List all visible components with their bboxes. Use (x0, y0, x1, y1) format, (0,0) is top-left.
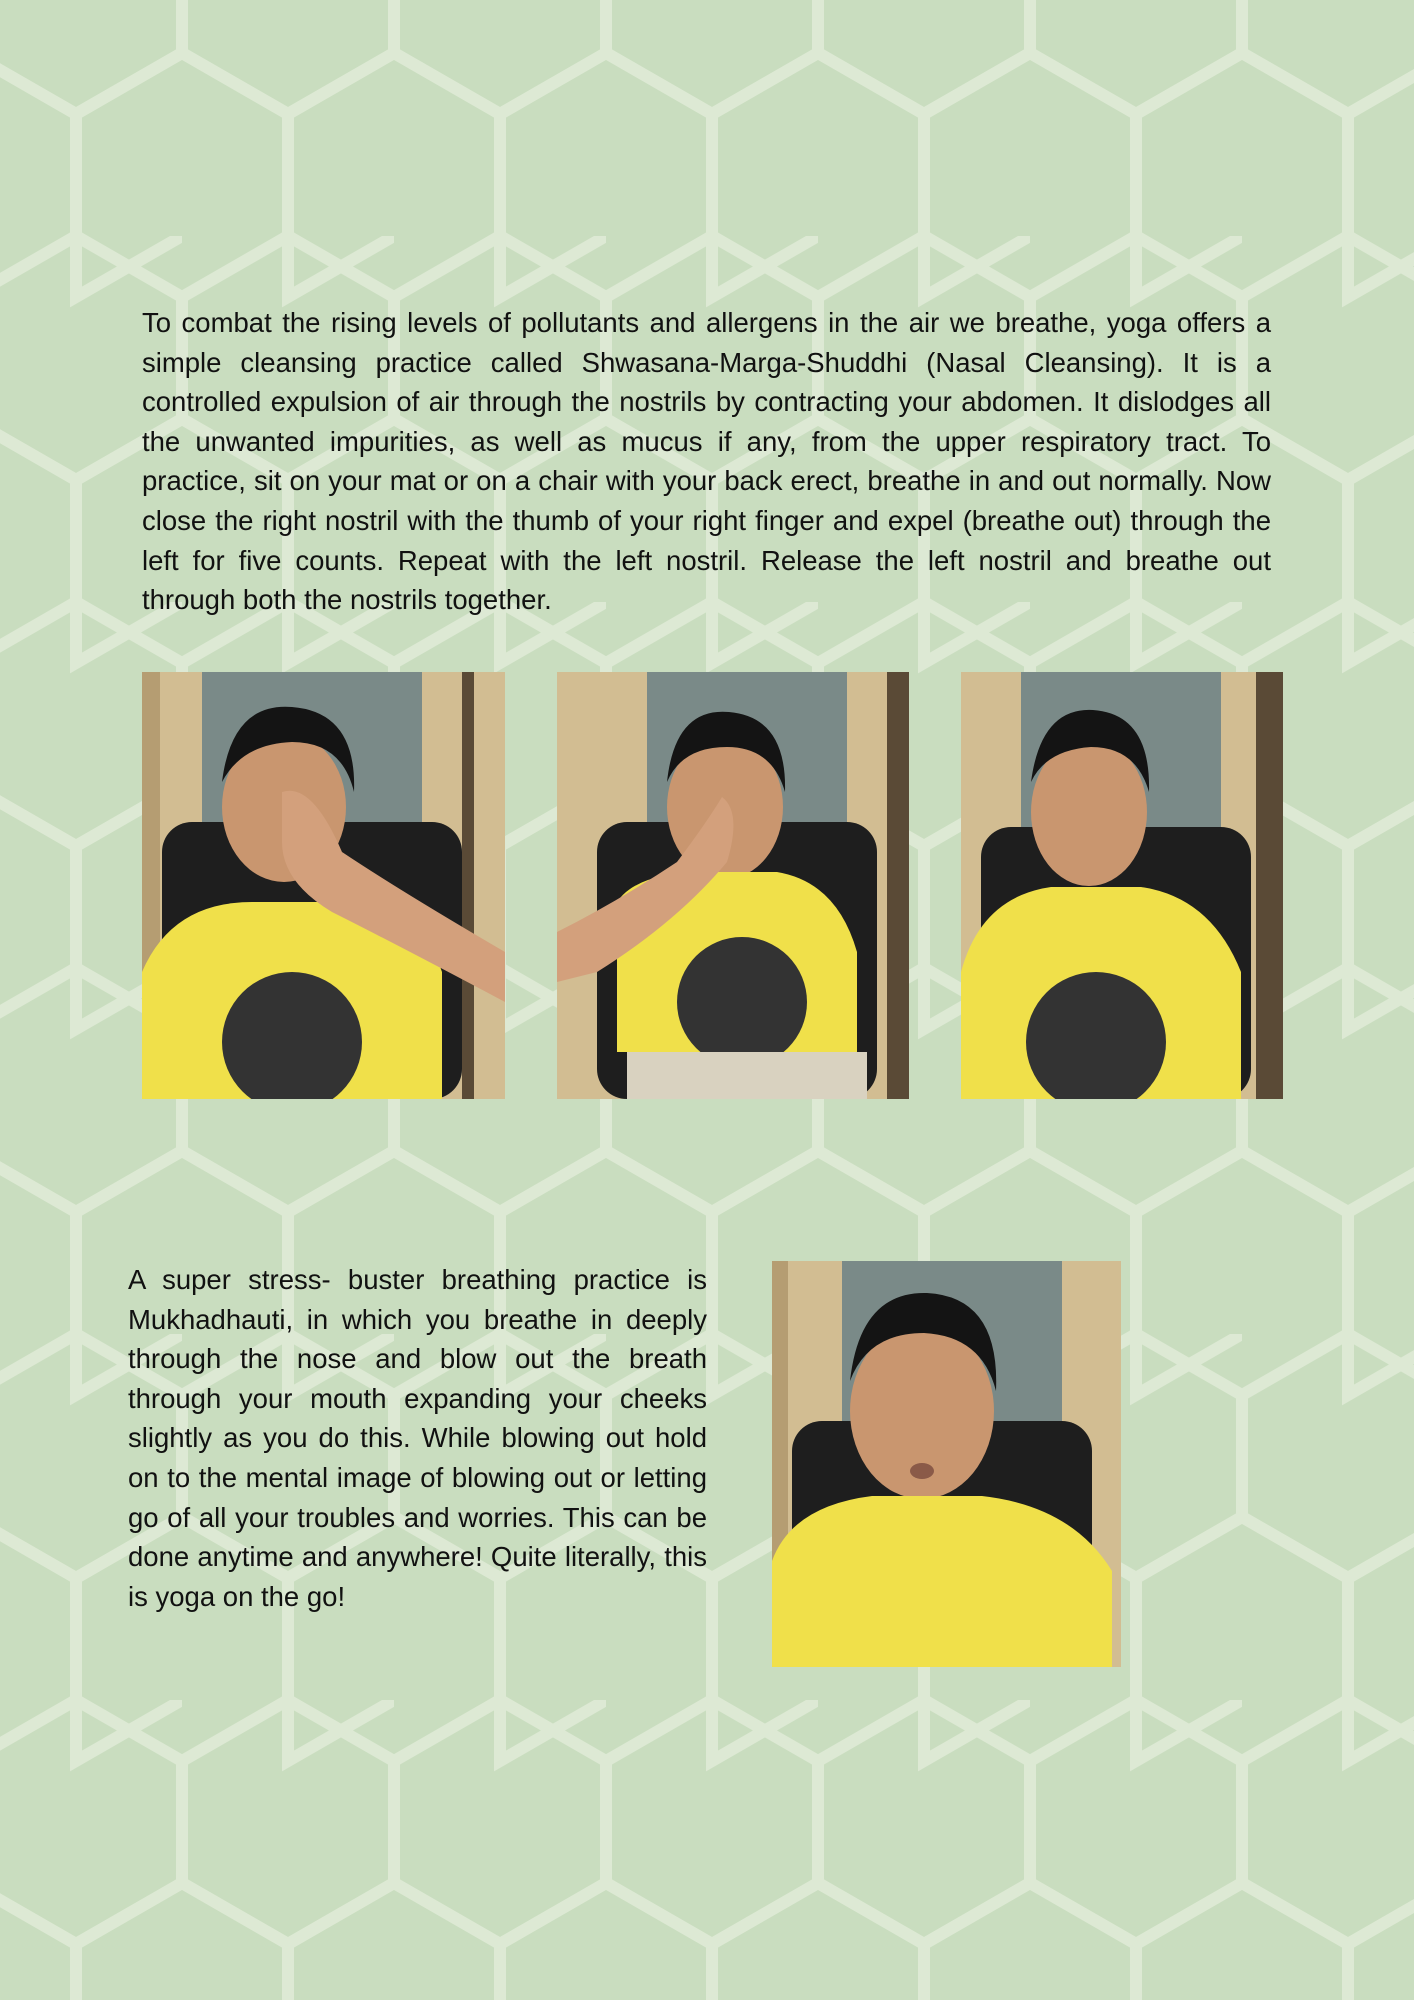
mukhadhauti-paragraph: A super stress- buster breathing practice is Mukhadhauti, in which you breathe in deeply through the nose and blow out the breath through your mouth expanding your cheeks slightly as you do this. While blowing out hold on to the mental image of blowing out or letting go of all your troubles and worries. This can be done anytime and anywhere! Quite literally, this is yoga on the go! (128, 1264, 707, 1612)
photo-boy-closing-right-nostril (142, 672, 505, 1099)
photo-boy-blowing-out-breath (772, 1261, 1121, 1667)
photo-boy-breathing-both-nostrils (961, 672, 1283, 1099)
photo-boy-closing-left-nostril (557, 672, 909, 1099)
nasal-cleansing-paragraph: To combat the rising levels of pollutants and allergens in the air we breathe, yoga offers a simple cleansing practice called Shwasana-Marga-Shuddhi (Nasal Cleansing). It is a controlled expulsion of air through the nostrils by contracting your abdomen. It dislodges all the unwanted impurities, as well as mucus if any, from the upper respiratory tract. To practice, sit on your mat or on a chair with your back erect, breathe in and out normally. Now close the right nostril with the thumb of your right finger and expel (breathe out) through the left for five counts. Repeat with the left nostril. Release the left nostril and breathe out through both the nostrils together. (142, 307, 1271, 616)
